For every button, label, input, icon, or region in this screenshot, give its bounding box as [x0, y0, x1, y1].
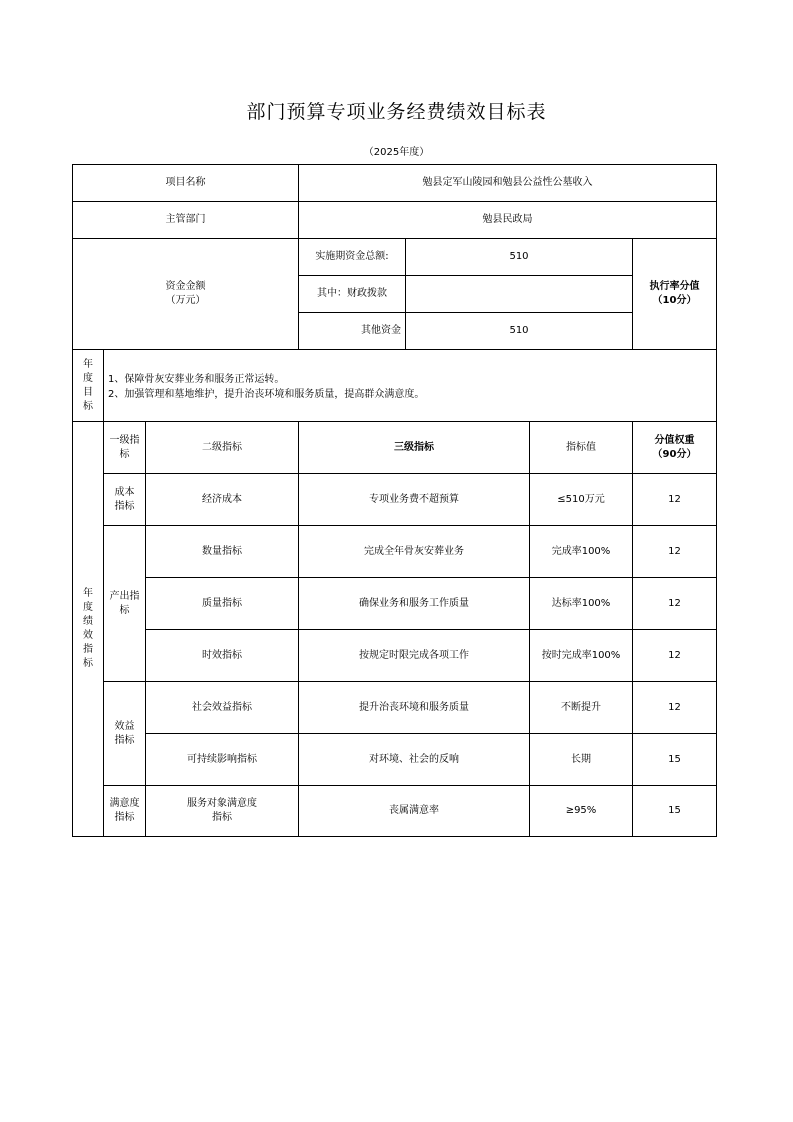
header-level1 — [104, 422, 145, 473]
annual-goal-text — [108, 372, 424, 402]
funds-label-line1: 资金金额 — [165, 281, 206, 292]
row-level3: 专项业务费不超预算 — [369, 493, 459, 505]
indicators-label-char: 度 — [83, 602, 93, 613]
group-benefit — [104, 682, 145, 785]
group-output — [104, 526, 145, 681]
row-level3: 确保业务和服务工作质量 — [359, 597, 469, 609]
row-weight: 12 — [668, 545, 681, 557]
header-level3: 三级指标 — [394, 441, 434, 453]
header-weight — [633, 422, 716, 473]
row-weight: 12 — [668, 701, 681, 713]
funds-fiscal-value — [406, 276, 632, 312]
grid-line — [72, 349, 717, 350]
annual-goal-label-char: 目 — [83, 386, 93, 398]
group-satisfaction-line1: 满意度 — [109, 798, 140, 809]
row-level2: 社会效益指标 — [192, 701, 252, 713]
indicators-label-char: 指 — [83, 644, 93, 655]
group-cost-line2: 指标 — [114, 500, 135, 512]
indicators-label-char: 标 — [83, 658, 93, 669]
funds-total-label: 实施期资金总额: — [315, 251, 389, 262]
grid-line — [716, 164, 717, 837]
indicators-label-char: 绩 — [83, 616, 93, 627]
row-weight: 15 — [668, 753, 681, 765]
row-level2: 经济成本 — [202, 493, 242, 505]
annual-goal-line: 1、保障骨灰安葬业务和服务正常运转。 — [108, 374, 285, 385]
row-level3: 对环境、社会的反响 — [369, 753, 459, 765]
row-weight: 12 — [668, 493, 681, 505]
row-level3: 按规定时限完成各项工作 — [359, 649, 469, 661]
annual-goal-label-char: 年 — [83, 358, 93, 370]
header-weight-line1: 分值权重 — [654, 434, 695, 446]
funds-other-label: 其他资金 — [361, 325, 401, 336]
row-value: 达标率100% — [551, 597, 611, 609]
grid-line — [72, 836, 717, 837]
row-level3: 丧属满意率 — [389, 805, 439, 816]
row-value: ≥95% — [565, 805, 597, 816]
header-level1-line2: 标 — [119, 448, 130, 460]
header-level1-line1: 一级指 — [109, 434, 140, 446]
header-level2: 二级指标 — [202, 441, 242, 453]
row-weight: 15 — [668, 805, 681, 816]
group-benefit-line1: 效益 — [114, 720, 135, 732]
row-value: 长期 — [571, 753, 591, 765]
annual-goal-label-char: 标 — [83, 400, 93, 412]
row-value: 按时完成率100% — [541, 649, 621, 661]
group-cost — [104, 474, 145, 525]
funds-label-line2: （万元） — [165, 295, 206, 306]
row-level2 — [146, 786, 298, 836]
indicators-section-label — [73, 422, 103, 836]
row-weight: 12 — [668, 649, 681, 661]
annual-goal-label — [73, 350, 103, 421]
fiscal-year: （2025年度） — [363, 147, 430, 158]
dept-value: 勉县民政局 — [482, 214, 533, 225]
group-output-line1: 产出指 — [109, 590, 140, 602]
funds-total-value: 510 — [509, 251, 529, 262]
row-level2: 质量指标 — [202, 597, 242, 609]
annual-goal-label-char: 度 — [83, 372, 93, 384]
group-satisfaction-line2: 指标 — [114, 812, 135, 823]
group-benefit-line2: 指标 — [114, 734, 135, 746]
header-weight-line2: （90分） — [652, 448, 697, 460]
project-name-value: 勉县定军山陵园和勉县公益性公墓收入 — [422, 177, 593, 188]
row-level3: 完成全年骨灰安葬业务 — [364, 545, 464, 557]
row-level2: 可持续影响指标 — [187, 753, 257, 765]
row-level2: 数量指标 — [202, 545, 242, 557]
execution-rate-line2: （10分） — [652, 295, 697, 306]
row-level3: 提升治丧环境和服务质量 — [359, 701, 469, 713]
funds-other-value: 510 — [509, 325, 529, 336]
header-value: 指标值 — [566, 441, 596, 453]
funds-label — [73, 239, 298, 349]
row-level2-line2: 指标 — [212, 812, 232, 823]
page-title: 部门预算专项业务经费绩效目标表 — [246, 101, 547, 123]
row-level2: 时效指标 — [202, 649, 242, 661]
indicators-label-char: 效 — [83, 630, 93, 641]
execution-rate-line1: 执行率分值 — [649, 281, 700, 292]
group-satisfaction — [104, 786, 145, 836]
annual-goal-line: 2、加强管理和墓地维护，提升治丧环境和服务质量，提高群众满意度。 — [108, 389, 425, 400]
project-name-label: 项目名称 — [165, 177, 206, 188]
group-output-line2: 标 — [119, 604, 130, 616]
group-cost-line1: 成本 — [114, 486, 135, 498]
funds-fiscal-label: 其中：财政拨款 — [317, 288, 387, 299]
row-weight: 12 — [668, 597, 681, 609]
dept-label: 主管部门 — [165, 214, 206, 225]
row-value: ≤510万元 — [557, 493, 605, 505]
indicators-label-char: 年 — [83, 588, 93, 599]
row-value: 不断提升 — [561, 701, 601, 713]
row-value: 完成率100% — [551, 545, 611, 557]
row-level2-line1: 服务对象满意度 — [187, 798, 257, 809]
execution-rate-score — [633, 239, 716, 349]
